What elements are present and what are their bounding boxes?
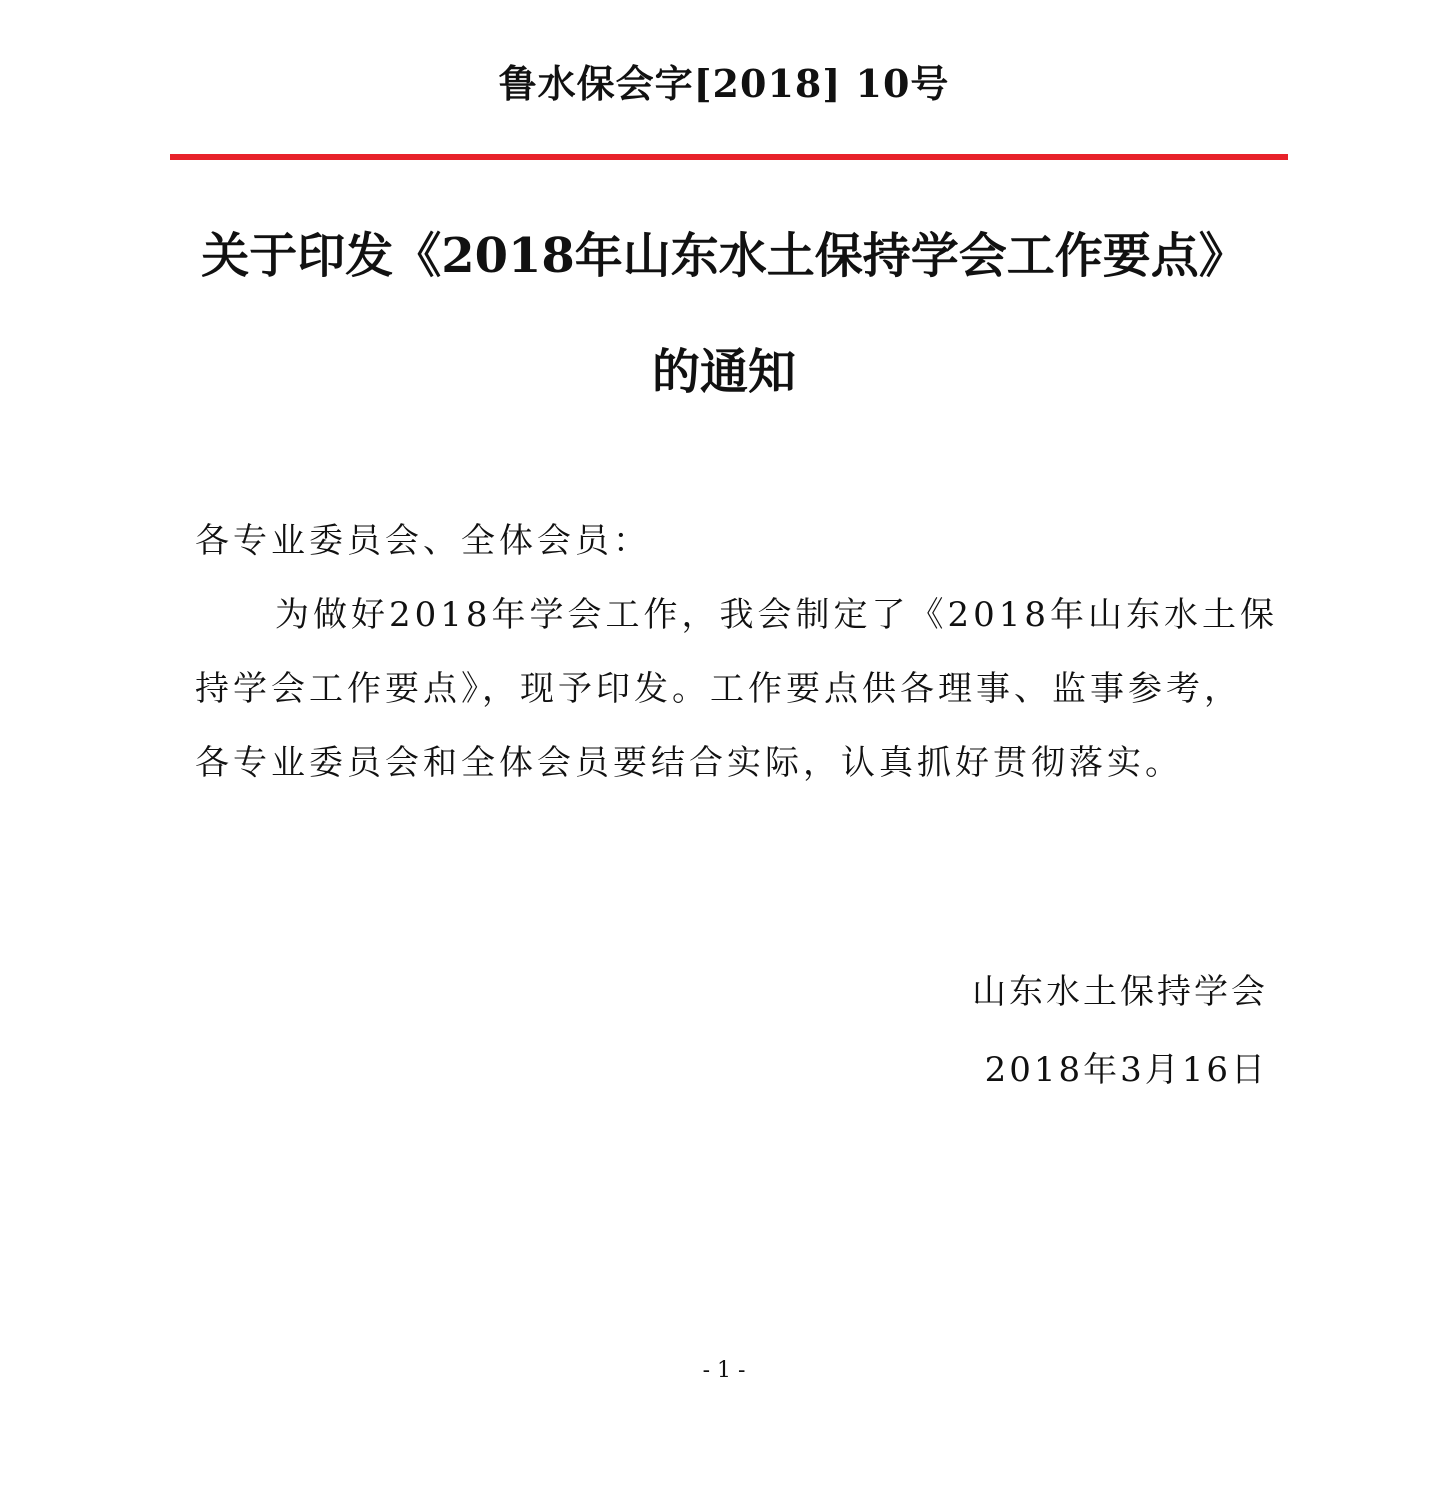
- body-paragraph-line-3: 各专业委员会和全体会员要结合实际，认真抓好贯彻落实。: [195, 743, 1183, 783]
- red-header-rule: [170, 154, 1288, 160]
- document-title-line-2: 的通知: [651, 344, 796, 400]
- document-number: 鲁水保会字[2018] 10号: [498, 61, 950, 106]
- page-number: - 1 -: [702, 1358, 746, 1383]
- body-paragraph-line-1: 为做好2018年学会工作，我会制定了《2018年山东水土保: [275, 595, 1279, 635]
- signature-organization: 山东水土保持学会: [972, 972, 1268, 1012]
- salutation: 各专业委员会、全体会员：: [195, 521, 651, 561]
- signature-date: 2018年3月16日: [984, 1050, 1268, 1090]
- document-title-line-1: 关于印发《2018年山东水土保持学会工作要点》: [201, 228, 1247, 284]
- body-paragraph-line-2: 持学会工作要点》，现予印发。工作要点供各理事、监事参考，: [195, 669, 1242, 709]
